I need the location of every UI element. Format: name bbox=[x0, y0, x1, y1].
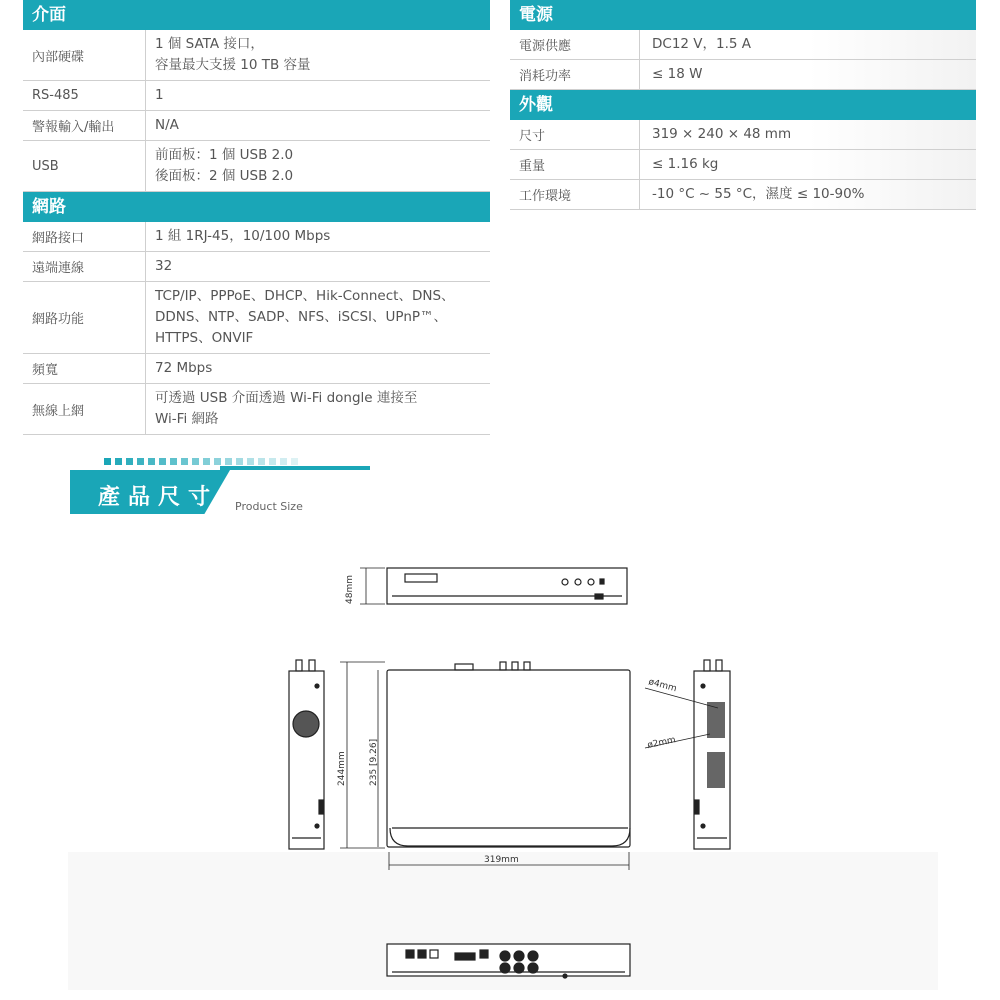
top-view-drawing bbox=[340, 662, 630, 870]
row-label: 網路功能 bbox=[23, 282, 146, 353]
value-line: 前面板：1 個 USB 2.0 bbox=[155, 147, 294, 163]
value-line: -10 °C ~ 55 °C，濕度 ≤ 10-90% bbox=[652, 186, 865, 202]
dim-height-label: 48mm bbox=[345, 575, 355, 604]
row-label: 頻寬 bbox=[23, 354, 146, 383]
row-label: 工作環境 bbox=[510, 180, 640, 209]
banner-subtitle: Product Size bbox=[235, 500, 303, 513]
section-header: 介面 bbox=[23, 0, 490, 30]
dim-hole-large-label: ø4mm bbox=[647, 677, 678, 695]
rear-view-drawing bbox=[387, 944, 630, 978]
row-label: 無線上網 bbox=[23, 384, 146, 434]
row-label: 尺寸 bbox=[510, 120, 640, 149]
value-line: HTTPS、ONVIF bbox=[155, 330, 254, 346]
section-header: 電源 bbox=[510, 0, 976, 30]
row-label: 內部硬碟 bbox=[23, 30, 146, 80]
value-line: DC12 V，1.5 A bbox=[652, 36, 752, 52]
section-header: 外觀 bbox=[510, 90, 976, 120]
row-label: 電源供應 bbox=[510, 30, 640, 59]
value-line: 1 組 1RJ-45，10/100 Mbps bbox=[155, 228, 331, 244]
value-line: TCP/IP、PPPoE、DHCP、Hik-Connect、DNS、 bbox=[155, 288, 455, 304]
dim-depth-inner-label: 235 [9.26] bbox=[369, 738, 379, 786]
row-label: 網路接口 bbox=[23, 222, 146, 251]
value-line: 1 個 SATA 接口， bbox=[155, 36, 264, 52]
row-label: 警報輸入/輸出 bbox=[23, 111, 146, 140]
row-label: 重量 bbox=[510, 150, 640, 179]
row-label: USB bbox=[23, 141, 146, 191]
row-label: 消耗功率 bbox=[510, 60, 640, 89]
banner-title: 產品尺寸 bbox=[98, 485, 219, 510]
value-line: 319 × 240 × 48 mm bbox=[652, 126, 792, 142]
section-header: 網路 bbox=[23, 192, 490, 222]
value-line: DDNS、NTP、SADP、NFS、iSCSI、UPnP™、 bbox=[155, 309, 448, 325]
value-line: N/A bbox=[155, 117, 179, 133]
value-line: 可透過 USB 介面透過 Wi-Fi dongle 連接至 bbox=[155, 390, 418, 406]
row-label: 遠端連線 bbox=[23, 252, 146, 281]
value-line: ≤ 18 W bbox=[652, 66, 703, 82]
value-line: Wi-Fi 網路 bbox=[155, 411, 219, 427]
dim-hole-small-label: ø2mm bbox=[646, 735, 677, 751]
left-side-view-drawing bbox=[289, 660, 324, 849]
value-line: ≤ 1.16 kg bbox=[652, 156, 719, 172]
value-line: 32 bbox=[155, 258, 173, 274]
dim-width-label: 319mm bbox=[484, 855, 519, 865]
row-label: RS-485 bbox=[23, 81, 146, 110]
value-line: 後面板：2 個 USB 2.0 bbox=[155, 168, 294, 184]
value-line: 1 bbox=[155, 87, 164, 103]
value-line: 容量最大支援 10 TB 容量 bbox=[155, 57, 311, 73]
value-line: 72 Mbps bbox=[155, 360, 213, 376]
dim-depth-outer-label: 244mm bbox=[337, 751, 347, 786]
front-view-drawing bbox=[360, 568, 627, 604]
